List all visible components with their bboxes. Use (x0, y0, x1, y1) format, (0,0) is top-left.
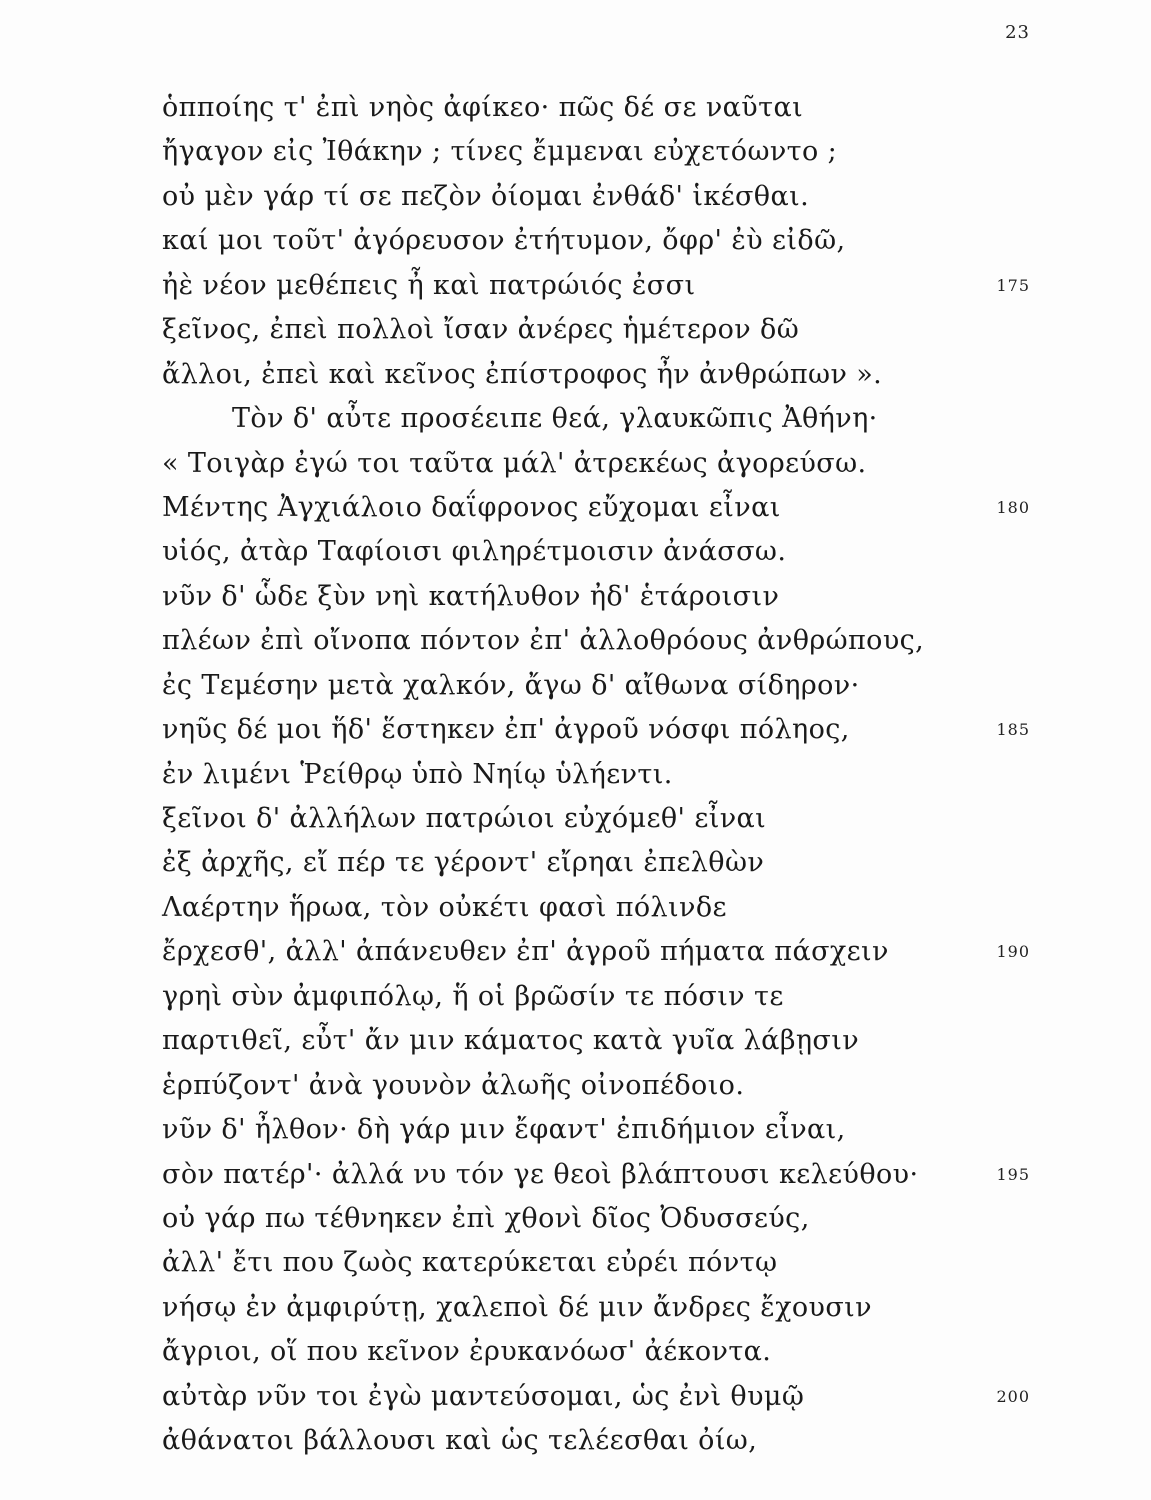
verse-text: Τὸν δ' αὖτε προσέειπε θεά, γλαυκῶπις Ἀθήνη· (232, 403, 878, 435)
verse-line (0, 753, 1151, 797)
verse-line (0, 708, 1151, 752)
verse-line (0, 797, 1151, 841)
verse-text: ἄλλοι, ἐπεὶ καὶ κεῖνος ἐπίστροφος ἦν ἀνθρώπων ». (162, 358, 883, 390)
verse-text: Λαέρτην ἥρωα, τὸν οὐκέτι φασὶ πόλινδε (162, 891, 727, 923)
verse-text: ἠὲ νέον μεθέπεις ἦ καὶ πατρώιός ἐσσι (162, 269, 696, 301)
verse-line (0, 264, 1151, 308)
line-number: 180 (996, 497, 1030, 517)
verse-text: ἀθάνατοι βάλλουσι καὶ ὡς τελέεσθαι ὀίω, (162, 1425, 758, 1457)
verse-block (0, 86, 1151, 1464)
verse-line (0, 397, 1151, 441)
line-number: 195 (996, 1164, 1030, 1184)
verse-text: παρτιθεῖ, εὖτ' ἄν μιν κάματος κατὰ γυῖα λάβῃσιν (162, 1025, 860, 1057)
verse-line (0, 486, 1151, 530)
line-number: 190 (996, 942, 1030, 962)
verse-text: καί μοι τοῦτ' ἀγόρευσον ἐτήτυμον, ὄφρ' ἐὺ εἰδῶ, (162, 225, 846, 257)
verse-text: ἐν λιμένι Ῥείθρῳ ὑπὸ Νηίῳ ὑλήεντι. (162, 758, 673, 790)
verse-text: αὐτὰρ νῦν τοι ἐγὼ μαντεύσομαι, ὡς ἐνὶ θυμῷ (162, 1380, 805, 1412)
verse-line (0, 130, 1151, 174)
verse-text: ὁπποίης τ' ἐπὶ νηὸς ἀφίκεο· πῶς δέ σε ναῦται (162, 92, 804, 123)
verse-line (0, 575, 1151, 619)
verse-text: « Τοιγὰρ ἐγώ τοι ταῦτα μάλ' ἀτρεκέως ἀγορεύσω. (162, 447, 867, 479)
verse-line (0, 1153, 1151, 1197)
verse-line (0, 308, 1151, 352)
verse-line (0, 86, 1151, 130)
verse-line (0, 353, 1151, 397)
verse-line (0, 1286, 1151, 1330)
verse-line (0, 1064, 1151, 1108)
verse-text: πλέων ἐπὶ οἴνοπα πόντον ἐπ' ἀλλοθρόους ἀνθρώπους, (162, 625, 925, 657)
verse-text: ἄγριοι, οἵ που κεῖνον ἐρυκανόωσ' ἀέκοντα. (162, 1336, 772, 1368)
verse-text: Μέντης Ἀγχιάλοιο δαΐφρονος εὔχομαι εἶναι (162, 491, 781, 523)
verse-line (0, 1241, 1151, 1285)
line-number: 175 (996, 275, 1030, 295)
verse-text: νηῦς δέ μοι ἥδ' ἕστηκεν ἐπ' ἀγροῦ νόσφι πόληος, (162, 714, 850, 746)
verse-line (0, 619, 1151, 663)
verse-text: νῦν δ' ἦλθον· δὴ γάρ μιν ἔφαντ' ἐπιδήμιον εἶναι, (162, 1114, 846, 1146)
verse-text: γρηὶ σὺν ἀμφιπόλῳ, ἥ οἱ βρῶσίν τε πόσιν τε (162, 980, 784, 1012)
verse-text: οὐ γάρ πω τέθνηκεν ἐπὶ χθονὶ δῖος Ὀδυσσεύς, (162, 1202, 810, 1234)
page-number: 23 (1005, 22, 1030, 43)
verse-text: νῦν δ' ὧδε ξὺν νηὶ κατήλυθον ἠδ' ἑτάροισιν (162, 580, 780, 612)
line-number: 185 (996, 720, 1030, 740)
verse-text: ξεῖνοι δ' ἀλλήλων πατρώιοι εὐχόμεθ' εἶναι (162, 803, 767, 834)
verse-text: νήσῳ ἐν ἀμφιρύτῃ, χαλεποὶ δέ μιν ἄνδρες ἔχουσιν (162, 1291, 872, 1323)
verse-line (0, 930, 1151, 974)
verse-line (0, 886, 1151, 930)
verse-text: σὸν πατέρ'· ἀλλά νυ τόν γε θεοὶ βλάπτουσι κελεύθου· (162, 1158, 919, 1190)
verse-line (0, 1019, 1151, 1063)
line-number: 200 (996, 1386, 1030, 1406)
verse-line (0, 175, 1151, 219)
verse-text: ξεῖνος, ἐπεὶ πολλοὶ ἴσαν ἀνέρες ἡμέτερον δῶ (162, 314, 800, 346)
verse-line (0, 1197, 1151, 1241)
verse-line (0, 442, 1151, 486)
verse-text: ἔρχεσθ', ἀλλ' ἀπάνευθεν ἐπ' ἀγροῦ πήματα πάσχειν (162, 936, 889, 968)
verse-text: ἑρπύζοντ' ἀνὰ γουνὸν ἀλωῆς οἰνοπέδοιο. (162, 1069, 745, 1101)
verse-line (0, 219, 1151, 263)
verse-line (0, 1330, 1151, 1374)
verse-line (0, 664, 1151, 708)
verse-text: οὐ μὲν γάρ τί σε πεζὸν ὀίομαι ἐνθάδ' ἱκέσθαι. (162, 180, 810, 212)
verse-line (0, 1419, 1151, 1463)
verse-line (0, 1108, 1151, 1152)
verse-text: ἐξ ἀρχῆς, εἴ πέρ τε γέροντ' εἴρηαι ἐπελθὼν (162, 847, 765, 879)
verse-line (0, 1375, 1151, 1419)
verse-text: ἀλλ' ἔτι που ζωὸς κατερύκεται εὐρέι πόντῳ (162, 1247, 778, 1279)
verse-text: ἤγαγον εἰς Ἰθάκην ; τίνες ἔμμεναι εὐχετόωντο ; (162, 136, 838, 168)
verse-text: ἐς Τεμέσην μετὰ χαλκόν, ἄγω δ' αἴθωνα σίδηρον· (162, 669, 860, 701)
verse-line (0, 975, 1151, 1019)
verse-text: υἱός, ἀτὰρ Ταφίοισι φιληρέτμοισιν ἀνάσσω. (162, 536, 787, 568)
verse-line (0, 530, 1151, 574)
verse-line (0, 841, 1151, 885)
